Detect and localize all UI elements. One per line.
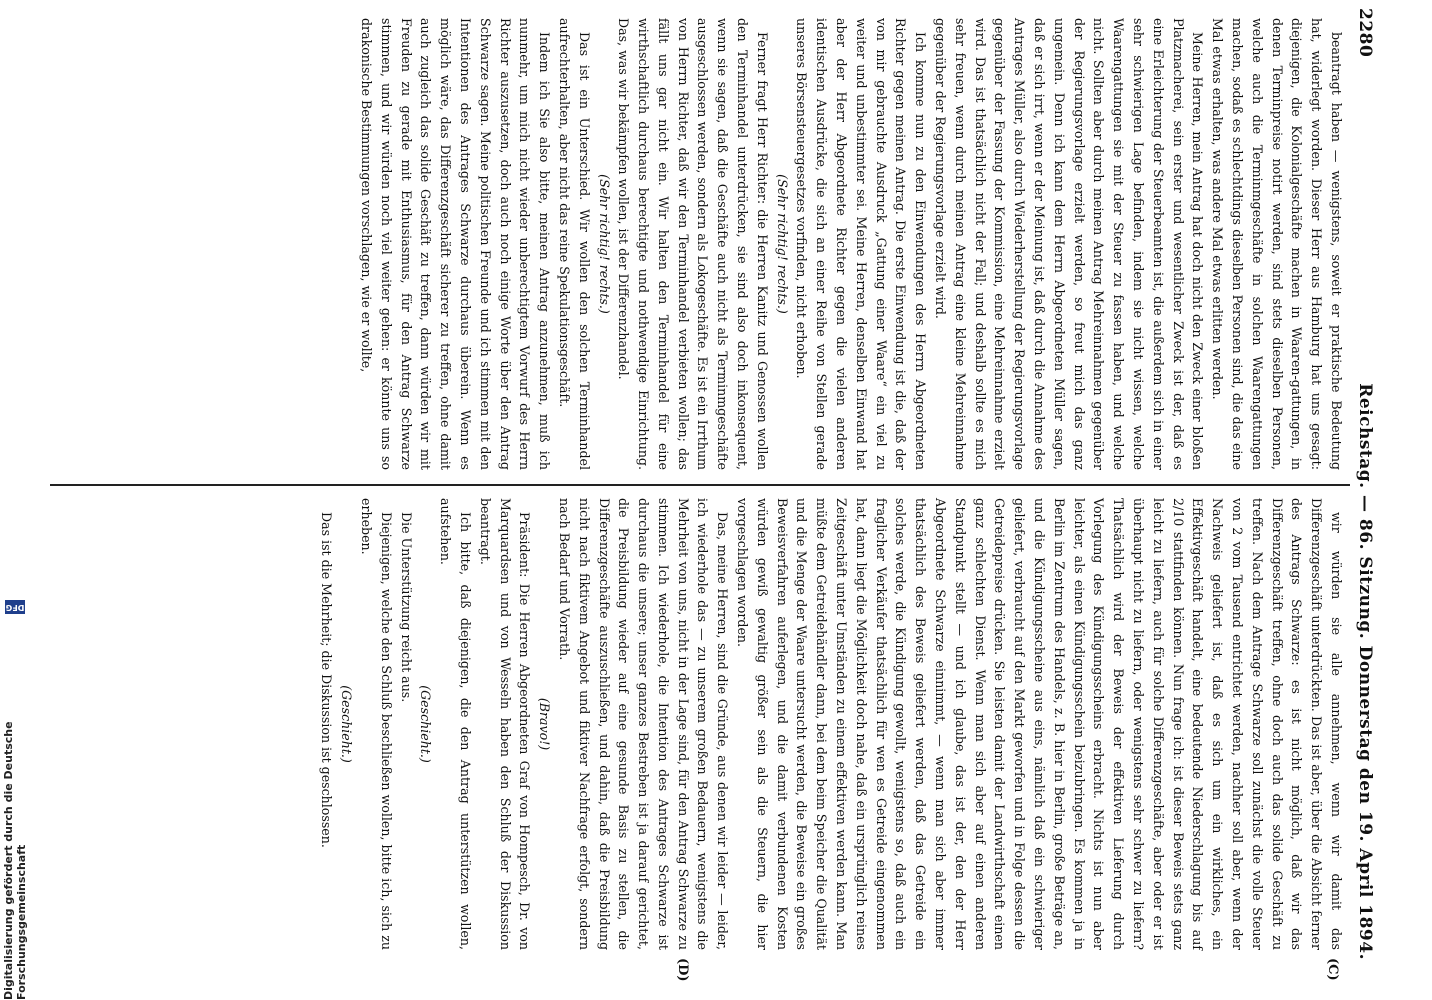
paragraph: Indem ich Sie also bitte, meinen Antrag anzunehmen, muß ich nunmehr, um mich nicht wieder unberechtigtem Vorwurf des Herrn Richter auszusetzen, doch auch noch einige Worte über den Antrag Schwarze sagen. Meine politischen Freunde und ich stimmen mit den Intentionen des Antrages Schwarze durchaus überein. Wenn es möglich wäre, das Differenzgeschäft sicherer zu treffen, ohne damit auch zugleich das solide Geschäft zu treffen, dann würden wir mit Freuden zu gerade mit Enthusiasmus, für den Antrag Schwarze stimmen, und wir würden noch viel weiter gehen: er könnte uns so drakonische Bestimmungen vorschlagen, wie er wollte, (358, 18, 553, 470)
paragraph: Meine Herren, mein Antrag hat doch nicht den Zweck einer bloßen Platzmacherei, sein erster und wesentlicher Zweck ist der, daß es eine Erleichterung der Steuerbeamten ist, die außerdem sich in einer sehr schwierigen Lage befinden, indem sie nicht wissen, welche Waarengattungen sie mit der Steuer zu fassen haben, und welche nicht. Sollten aber durch meinen Antrag Mehreinnahmen gegenüber der Regierungsvorlage erzielt werden, so freut mich das ganz ungemein. Denn ich kann dem Herrn Abgeordneten Müller sagen, daß er sich irrt, wenn er der Meinung ist, daß durch die Annahme des Antrages Müller, also durch Wiederherstellung der Regierungsvorlage gegenüber der Fassung der Kommission, eine Mehreinnahme erzielt wird. Das ist thatsächlich nicht der Fall; und deshalb sollte es mich sehr freuen, wenn durch meinen Antrag eine kleine Mehreinnahme gegenüber der Regierungsvorlage erzielt wird. (933, 18, 1206, 470)
column-divider (50, 484, 1350, 486)
paragraph: Präsident: Die Herren Abgeordneten Graf von Hompesch, Dr. von Marquardsen und von Wesseln haben den Schluß der Diskussion beantragt. (477, 498, 533, 950)
dfg-logo: DFG (5, 600, 25, 614)
paragraph: Die Unterstützung reicht aus. (398, 512, 414, 703)
interjection: (Geschieht.) (418, 685, 434, 763)
paragraph: Das, meine Herren, sind die Gründe, aus denen wir leider — leider, ich wiederhole das — zu unserem großen Bedauern, wenigstens die Mehrheit von uns, nicht in der Lage sind, für den Antrag Schwarze zu stimmen. Ich wiederhole, die Intention des Antrages Schwarze ist durchaus die unsere; unser ganzes Bestreben ist ja darauf gerichtet, die Preisbildung wieder auf eine gesunde Basis zu stellen, die Differenzgeschäfte auszuschließen, und dahin, daß die Preisbildung nicht nach fiktivem Angebot und fiktiver Nachfrage erfolgt, sondern nach Bedarf und Vorrath. (556, 498, 731, 950)
rotated-page (46, 8, 1380, 982)
page-number: 2280 (1355, 8, 1375, 58)
right-column (56, 498, 1346, 950)
interjection: (Sehr richtig! rechts.) (596, 174, 612, 314)
margin-marker-d: (D) (675, 958, 690, 982)
left-column (56, 18, 1346, 470)
paragraph: wir würden sie alle annehmen, wenn wir damit das Differenzgeschäft unterdrückten. Das ist aber, über die Absicht ferner des Antrags Schwarze: es ist nicht möglich, daß wir das Differenzgeschäft treffen, ohne doch auch das solide Geschäft zu treffen. Nach dem Antrage Schwarze soll zunächst die volle Steuer von 2 vom Tausend entrichtet werden, nachher soll aber, wenn der Nachweis geliefert ist, daß es sich um ein wirkliches, ein Effektivgeschäft handelt, eine bedeutende Niederschlagung bis auf 2/10 stattfinden können. Nun frage ich: ist dieser Beweis stets ganz leicht zu liefern, auch für solche Differenzgeschäfte, aber oder er ist überhaupt nicht zu liefern, oder wenigstens sehr schwer zu liefern? Thatsächlich wird der Beweis der effektiven Lieferung durch Vorlegung des Kündigungsscheins erbracht. Nichts ist nun aber leichter, als einen Kündigungsschein beizubringen. Es kommen ja in Berlin im Zentrum des Handels, z. B. hier in Berlin, große Beträge an, und die Kündigungsscheine aus eins, nämlich daß ein schwieriger geliefert, verbraucht auf den Markt geworfen und in Folge dessen die Getreidepreise drücken. Sie leisten damit der Landwirthschaft einen ganz schlechten Dienst. Wenn man sich aber auf einen anderen Standpunkt stellt — und ich glaube, das ist der, den der Herr Abgeordnete Schwarze einnimmt, — wenn man sich aber immer thatsächlich des Beweis geliefert werden, daß das Getreide ein solches werde, die Kündigung gewollt, wenigstens so, daß auch ein fraglicher Verkäufer thatsächlich für wen es Getreide eingenommen hat, dann liegt die Möglichkeit doch nahe, daß ein ursprünglich reines Zeitgeschäft unter Umständen zu einem effektiven werden kann. Man müßte dem Getreidehändler dann, bei dem beim Speicher die Qualität und die Menge der Waare untersucht werden, die Beweise ein großes Beweisverfahren auferlegen, und die damit verbundenen Kosten würden gewiß gewaltig größer sein als die Steuern, die hier vorgeschlagen worden. (735, 498, 1344, 950)
page-title: Reichstag. — 86. Sitzung. Donnerstag den 19. April 1894. (1355, 383, 1375, 960)
paragraph: Ferner fragt Herr Richter: die Herren Kanitz und Genossen wollen den Terminhandel unterdrücken, sie sind also doch inkonsequent, wenn sie sagen, daß die Geschäfte auch nicht als Terminmgeschäfte ausgeschlossen werden, sondern als Lokogeschäfte. Es ist ein Irrthum von Herrn Richter, daß wir den Terminhandel verbieten wollen; das fällt uns gar nicht ein. Wir halten den Terminhandel für eine wirthschaftlich durchaus berechtigte und nothwendige Einrichtung. Das, was wir bekämpfen wollen, ist der Differenzhandel. (616, 18, 770, 470)
page-header (1350, 8, 1380, 960)
paragraph: Diejenigen, welche den Schluß beschließen wollen, bitte ich, sich zu erheben. (358, 498, 394, 950)
interjection: (Sehr richtig! rechts.) (774, 174, 790, 314)
paragraph: Ich komme nun zu den Einwendungen des Herrn Abgeordneten Richter gegen meinen Antrag. Die erste Einwendung ist die, daß der von mir gebrauchte Ausdruck „Gattung einer Waare“ ein viel zu weiter und unbestimmter sei. Meine Herren, denselben Einwand hat aber der Herr Abgeordnete Richter gegen die vielen anderen identischen Ausdrücke, die sich an einer Reihe von Stellen gerade unseres Börsensteuergesetzes vorfinden, nicht erhoben. (794, 18, 929, 470)
paragraph: Das ist ein Unterschied. Wir wollen den solchen Terminhandel aufrechterhalten, aber nicht das reine Spekulationsgeschäft. (556, 18, 592, 470)
paragraph: beantragt haben — wenigstens, soweit er praktische Bedeutung hat, widerlegt worden. Dieser Herr aus Hamburg hat uns gesagt: diejenigen, die Kolonialgeschäfte machen in Waaren-gattungen, in denen Terminpreise notirt werden, sind stets dieselben Personen, welche auch die Terminmgeschäfte in solchen Waarengattungen machen, sodaß es schlechtdings dieselben Personen sind, die das eine Mal etwas erhalten, was andere Mal etwas erlitten werden. (1210, 18, 1344, 470)
interjection: (Geschieht.) (339, 685, 355, 763)
interjection: (Bravo!) (537, 697, 553, 751)
margin-marker-b (675, 0, 690, 1)
paragraph: Das ist die Mehrheit; die Diskussion ist geschlossen. (319, 512, 335, 848)
digitization-credit (2, 600, 28, 1000)
credit-text: Digitalisierung gefördert durch die Deutsche Forschungsgemeinschaft (2, 721, 28, 1000)
paragraph: Ich bitte, daß diejenigen, die den Antrag unterstützen wollen, aufstehen. (438, 498, 473, 950)
margin-marker-c: (C) (1325, 958, 1340, 981)
